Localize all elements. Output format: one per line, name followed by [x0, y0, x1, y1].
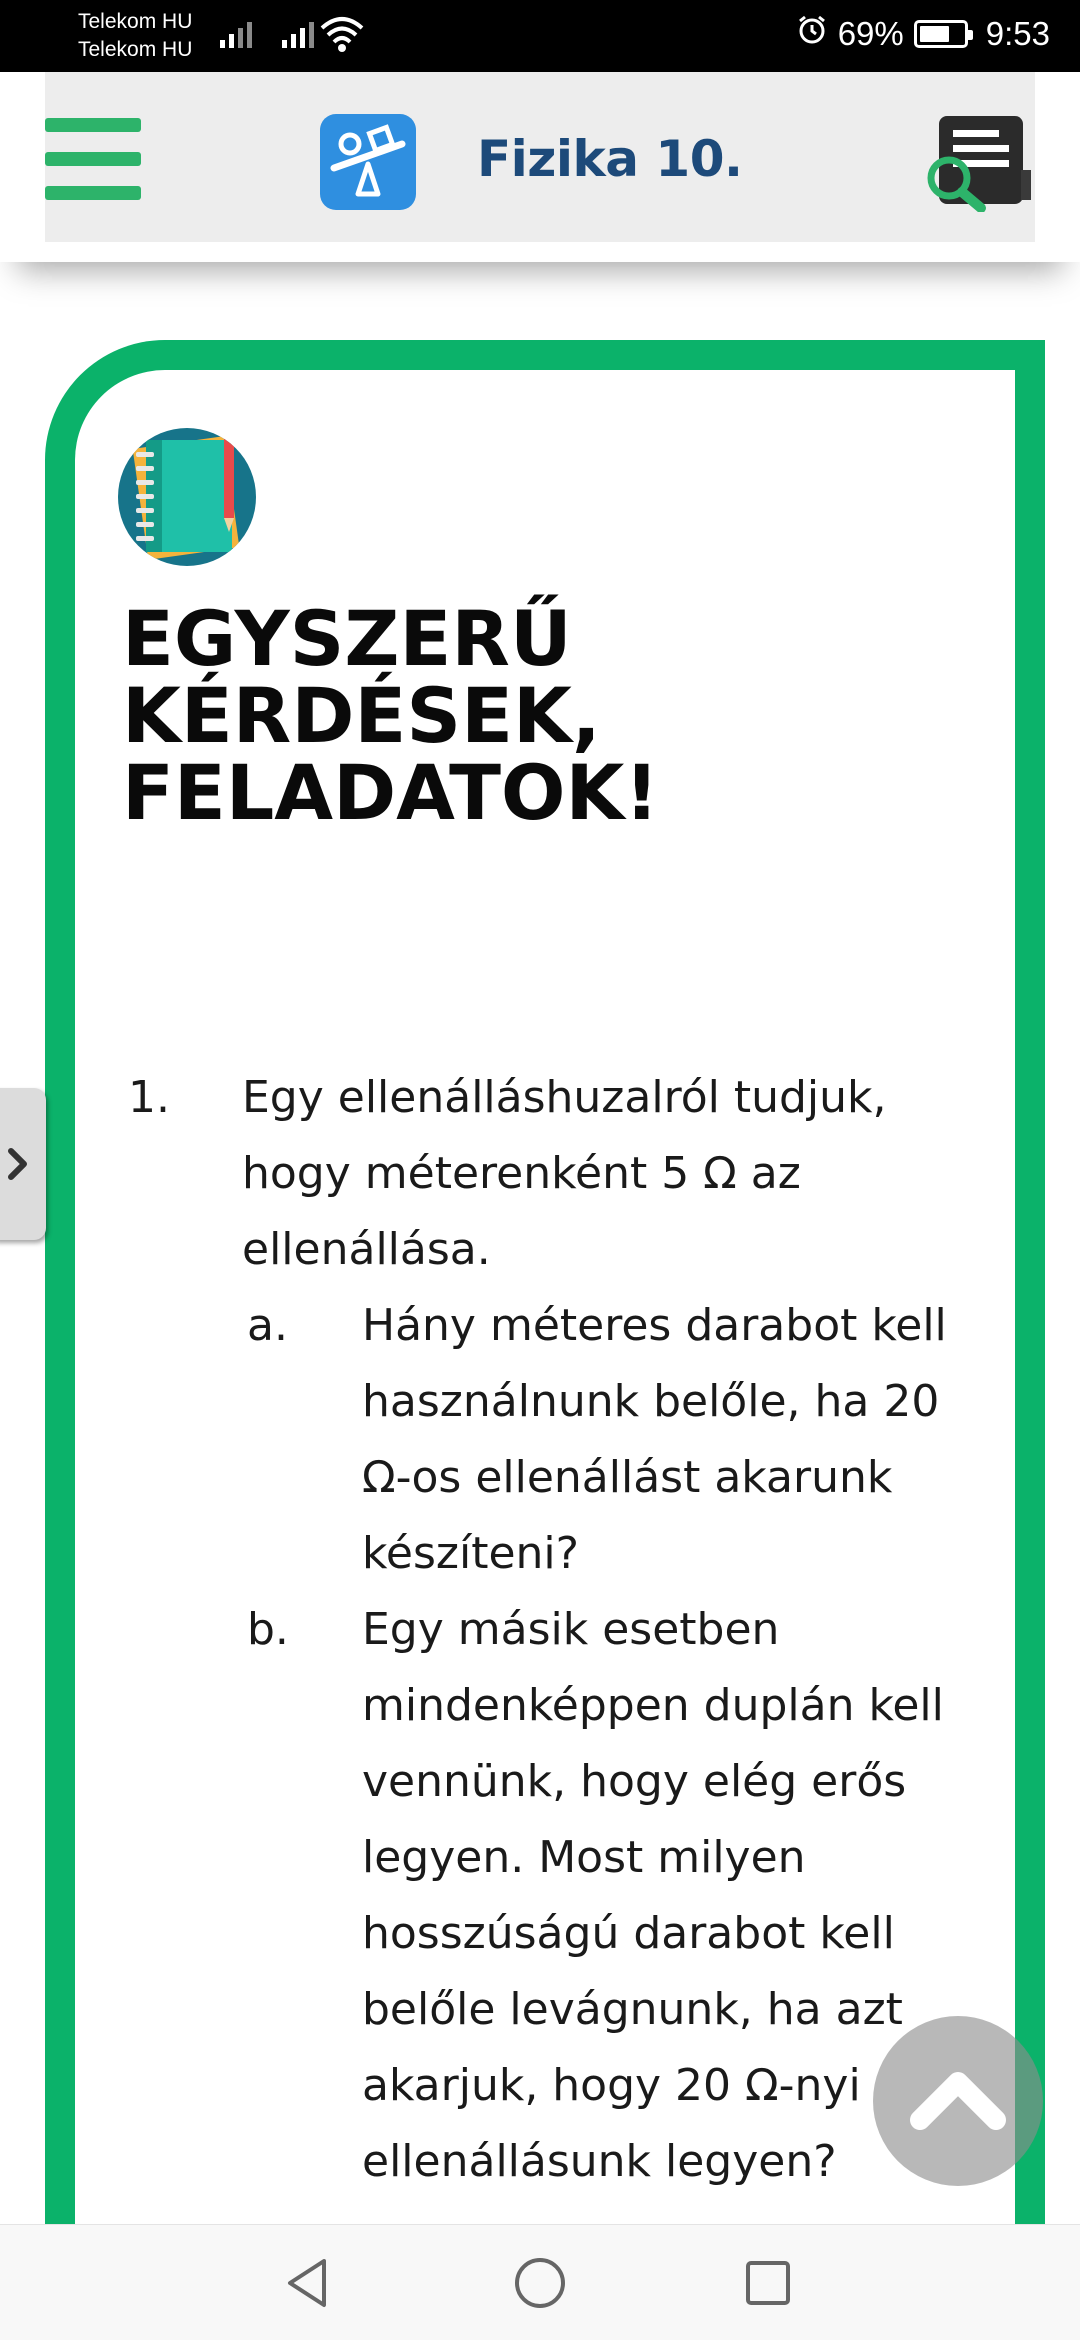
signal-icon [220, 18, 252, 48]
carrier-names [78, 8, 192, 64]
title-line: FELADATOK! [122, 748, 660, 837]
system-nav-bar [0, 2224, 1080, 2340]
hamburger-menu-icon[interactable] [45, 118, 141, 202]
app-title: Fizika 10. [477, 130, 743, 188]
sub-question-letter: b. [247, 1604, 289, 1655]
wifi-icon [320, 14, 364, 58]
title-line: EGYSZERŰ [122, 594, 572, 683]
sub-question-letter: a. [247, 1300, 288, 1351]
back-triangle-icon[interactable] [276, 2251, 340, 2315]
question-text: Egy ellenálláshuzalról tudjuk, hogy méterenként 5 Ω az ellenállása. [242, 1072, 887, 1275]
clock: 9:53 [985, 15, 1050, 52]
title-line: KÉRDÉSEK, [122, 671, 601, 760]
notebook-pencil-icon [118, 428, 256, 566]
list-item [120, 1060, 980, 2200]
alarm-icon [796, 14, 828, 54]
sub-question-text: Hány méteres darabot kell használnunk belőle, ha 20 Ω-os ellenállást akarunk készíteni? [362, 1300, 947, 1579]
sub-question-text: Egy másik esetben mindenképpen duplán kell vennünk, hogy elég erős legyen. Most milyen hosszúságú darabot kell belőle levágnunk, ha azt akarjuk, hogy 20 Ω-nyi ellenállásunk legyen? [362, 1604, 944, 2187]
home-circle-icon[interactable] [508, 2251, 572, 2315]
book-search-icon[interactable] [925, 112, 1035, 212]
question-number: 1. [128, 1072, 170, 1123]
sub-question [242, 1592, 980, 2200]
question-list [120, 1060, 980, 2200]
chevron-right-icon [6, 1146, 30, 1182]
carrier-label: Telekom HU [78, 38, 193, 61]
signal-icon [282, 18, 314, 48]
carrier-label: Telekom HU [78, 10, 193, 33]
chevron-up-icon [908, 2068, 1008, 2132]
status-bar [0, 0, 1080, 72]
seesaw-logo-icon[interactable] [320, 114, 416, 210]
recents-square-icon[interactable] [736, 2251, 800, 2315]
page-title [122, 594, 942, 837]
battery-icon [914, 20, 968, 48]
side-drawer-tab[interactable] [0, 1088, 46, 1240]
status-right-group [796, 14, 1050, 54]
app-header [45, 72, 1035, 242]
battery-percent: 69% [837, 15, 904, 52]
battery-fill [920, 26, 949, 42]
scroll-to-top-button[interactable] [873, 2016, 1043, 2186]
sub-question [242, 1288, 980, 1592]
